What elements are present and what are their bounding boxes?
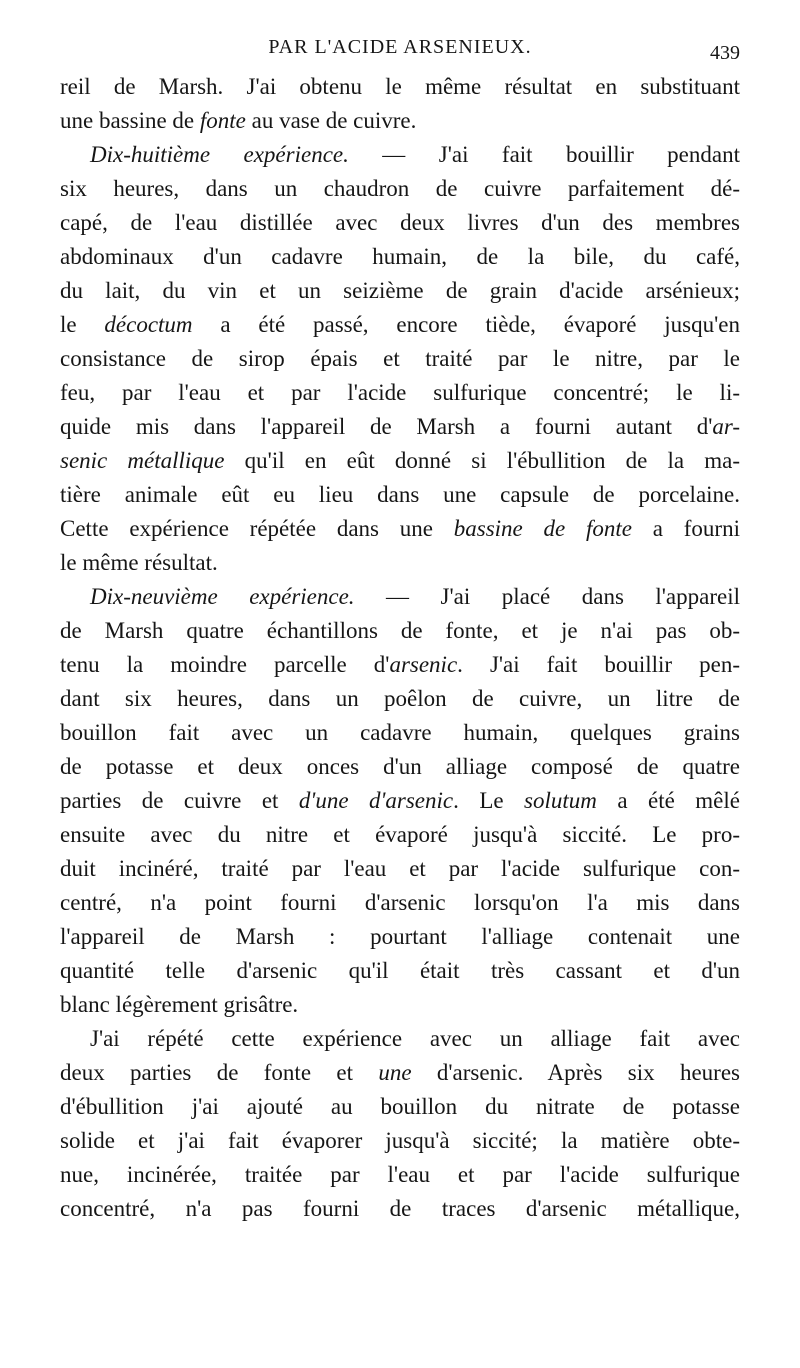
italic-text: Dix-neuvième expérience.: [90, 584, 355, 609]
text-run: du lait, du vin et un seizième de grain d'acide arsénieux;: [60, 278, 740, 303]
text-line: [60, 988, 740, 1022]
running-head: [60, 36, 740, 70]
text-run: qu'il en eût donné si l'ébullition de la ma-: [224, 448, 740, 473]
text-line: [60, 512, 740, 546]
italic-text: d'une d'arsenic: [298, 788, 454, 813]
italic-text: ar-: [712, 414, 740, 439]
body-text: [60, 70, 740, 1226]
text-line: [60, 1192, 740, 1226]
text-run: centré, n'a point fourni d'arsenic lorsqu'on l'a mis dans: [60, 890, 740, 915]
text-line: [60, 580, 740, 614]
text-run: concentré, n'a pas fourni de traces d'arsenic métallique,: [60, 1196, 740, 1221]
text-line: [60, 818, 740, 852]
text-run: d'arsenic. Après six heures: [411, 1060, 740, 1085]
text-line: [60, 614, 740, 648]
text-line: [60, 172, 740, 206]
text-line: [60, 138, 740, 172]
text-line: [60, 1090, 740, 1124]
text-run: blanc légèrement grisâtre.: [60, 992, 299, 1017]
text-line: [60, 852, 740, 886]
text-run: tière animale eût eu lieu dans une capsule de porcelaine.: [60, 482, 740, 507]
text-line: [60, 274, 740, 308]
text-run: J'ai répété cette expérience avec un alliage fait avec: [90, 1026, 740, 1051]
text-line: [60, 410, 740, 444]
text-line: [60, 546, 740, 580]
text-run: de Marsh quatre échantillons de fonte, et je n'ai pas ob-: [60, 618, 740, 643]
page-number: 439: [710, 42, 740, 64]
text-run: l'appareil de Marsh : pourtant l'alliage contenait une: [60, 924, 740, 949]
text-run: consistance de sirop épais et traité par le nitre, par le: [60, 346, 740, 371]
text-run: — J'ai placé dans l'appareil: [354, 584, 740, 609]
text-line: [60, 308, 740, 342]
italic-text: solutum: [524, 788, 597, 813]
text-run: une bassine de: [60, 108, 200, 133]
text-run: capé, de l'eau distillée avec deux livres d'un des membres: [60, 210, 740, 235]
text-run: dant six heures, dans un poêlon de cuivre, un litre de: [60, 686, 740, 711]
text-run: parties de cuivre et: [60, 788, 299, 813]
text-line: [60, 478, 740, 512]
italic-text: décoctum: [104, 312, 193, 337]
text-line: [60, 920, 740, 954]
text-line: [60, 1158, 740, 1192]
text-line: [60, 1056, 740, 1090]
italic-text: senic métallique: [60, 448, 225, 473]
text-line: [60, 750, 740, 784]
text-run: . J'ai fait bouillir pen-: [457, 652, 740, 677]
text-run: feu, par l'eau et par l'acide sulfurique concentré; le li-: [60, 380, 740, 405]
italic-text: une: [378, 1060, 412, 1085]
text-run: solide et j'ai fait évaporer jusqu'à siccité; la matière obte-: [60, 1128, 740, 1153]
text-line: [60, 1124, 740, 1158]
text-run: reil de Marsh. J'ai obtenu le même résultat en substituant: [60, 74, 740, 99]
text-line: [60, 376, 740, 410]
italic-text: fonte: [199, 108, 246, 133]
text-line: [60, 886, 740, 920]
text-run: deux parties de fonte et: [60, 1060, 379, 1085]
text-line: [60, 954, 740, 988]
text-run: six heures, dans un chaudron de cuivre parfaitement dé-: [60, 176, 740, 201]
text-run: le: [60, 312, 105, 337]
text-run: tenu la moindre parcelle d': [60, 652, 390, 677]
italic-text: Dix-huitième expérience.: [90, 142, 349, 167]
text-run: le même résultat.: [60, 550, 218, 575]
text-line: [60, 1022, 740, 1056]
running-title: PAR L'ACIDE ARSENIEUX.: [268, 36, 532, 58]
text-run: ensuite avec du nitre et évaporé jusqu'à siccité. Le pro-: [60, 822, 740, 847]
text-run: . Le: [453, 788, 525, 813]
text-run: nue, incinérée, traitée par l'eau et par l'acide sulfurique: [60, 1162, 740, 1187]
text-line: [60, 240, 740, 274]
text-line: [60, 342, 740, 376]
text-run: d'ébullition j'ai ajouté au bouillon du nitrate de potasse: [60, 1094, 740, 1119]
text-line: [60, 648, 740, 682]
text-run: Cette expérience répétée dans une: [60, 516, 454, 541]
text-line: [60, 444, 740, 478]
text-run: a fourni: [632, 516, 740, 541]
text-run: bouillon fait avec un cadavre humain, quelques grains: [60, 720, 740, 745]
text-run: a été mêlé: [596, 788, 740, 813]
text-line: [60, 682, 740, 716]
text-line: [60, 70, 740, 104]
text-run: au vase de cuivre.: [245, 108, 417, 133]
text-run: duit incinéré, traité par l'eau et par l'acide sulfurique con-: [60, 856, 740, 881]
italic-text: bassine de fonte: [453, 516, 633, 541]
text-run: quide mis dans l'appareil de Marsh a fourni autant d': [60, 414, 713, 439]
italic-text: arsenic: [389, 652, 458, 677]
text-line: [60, 104, 740, 138]
text-run: quantité telle d'arsenic qu'il était très cassant et d'un: [60, 958, 740, 983]
text-line: [60, 206, 740, 240]
text-run: de potasse et deux onces d'un alliage composé de quatre: [60, 754, 740, 779]
text-line: [60, 784, 740, 818]
text-run: abdominaux d'un cadavre humain, de la bile, du café,: [60, 244, 740, 269]
text-line: [60, 716, 740, 750]
text-run: — J'ai fait bouillir pendant: [348, 142, 740, 167]
text-run: a été passé, encore tiède, évaporé jusqu'en: [192, 312, 740, 337]
